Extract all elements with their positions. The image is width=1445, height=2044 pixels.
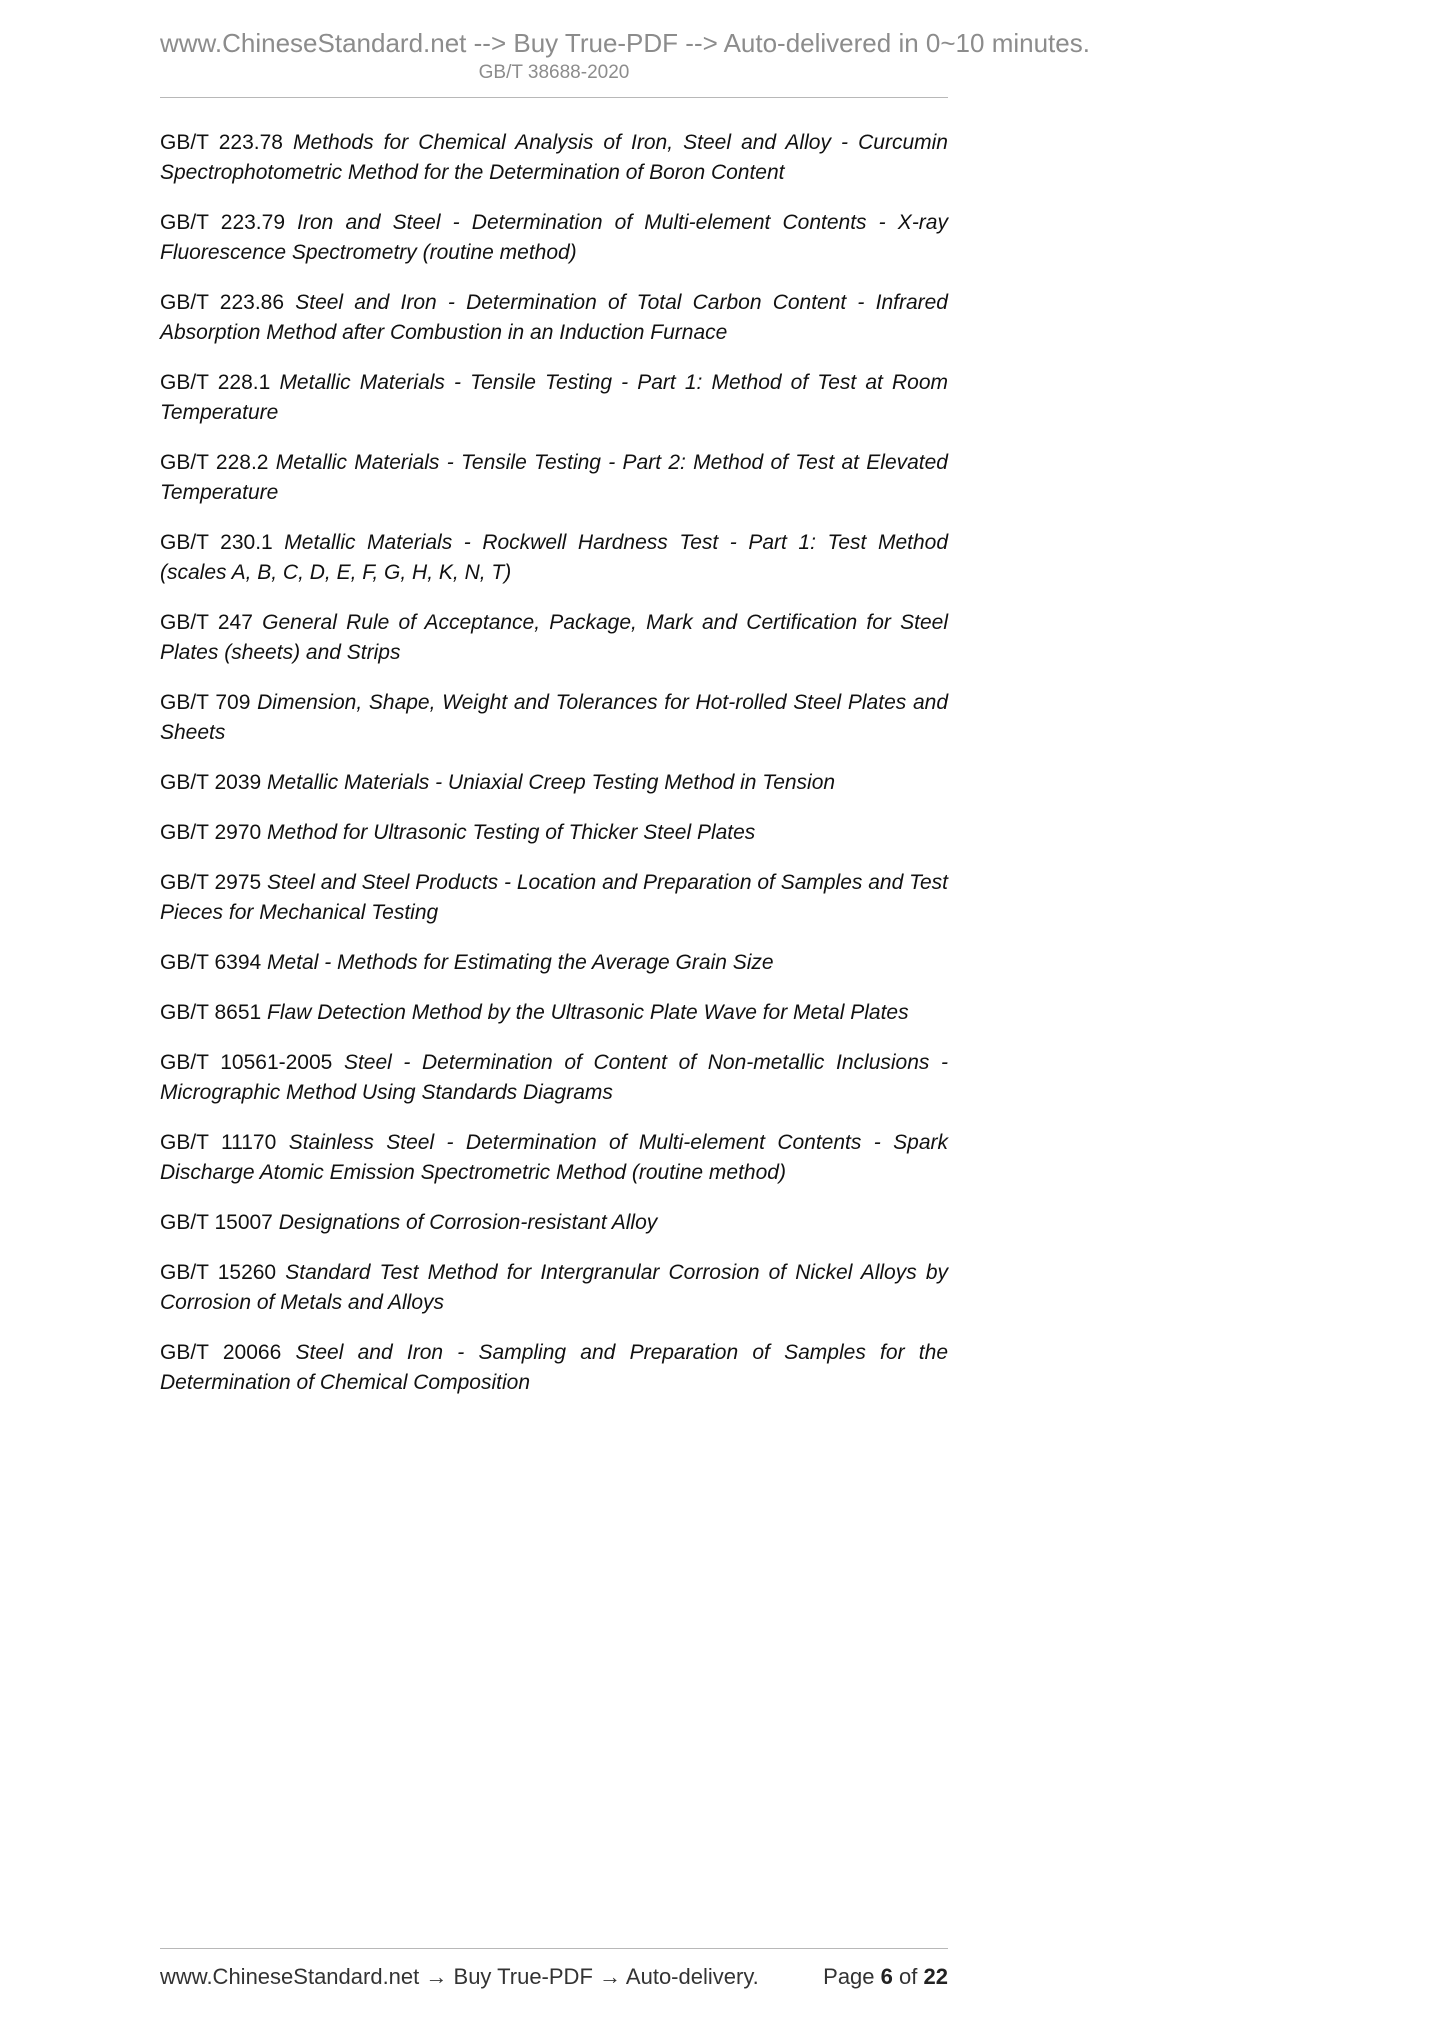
- footer-delivery-label: Auto-delivery.: [625, 1964, 759, 1989]
- reference-item: [160, 128, 948, 188]
- reference-code: GB/T 223.78: [160, 131, 283, 154]
- reference-item: [160, 688, 948, 748]
- reference-title: Methods for Chemical Analysis of Iron, Steel and Alloy - Curcumin Spectrophotometric Method for the Determination of Boron Content: [160, 131, 948, 184]
- reference-title: Method for Ultrasonic Testing of Thicker Steel Plates: [267, 821, 756, 844]
- page-of-label: of: [899, 1964, 918, 1989]
- reference-code: GB/T 223.79: [160, 211, 285, 234]
- arrow-right-icon: →: [599, 1964, 622, 1989]
- reference-code: GB/T 10561-2005: [160, 1051, 333, 1074]
- reference-code: GB/T 15260: [160, 1261, 277, 1284]
- page-header: [160, 0, 1090, 98]
- footer-delivery-info: [160, 1964, 759, 1990]
- reference-item: [160, 868, 948, 928]
- reference-title: Standard Test Method for Intergranular Corrosion of Nickel Alloys by Corrosion of Metals and Alloys: [160, 1261, 949, 1314]
- reference-title: Designations of Corrosion-resistant Alloy: [278, 1211, 658, 1234]
- reference-item: [160, 1208, 948, 1238]
- reference-code: GB/T 2039: [160, 771, 262, 794]
- arrow-right-icon: →: [425, 1964, 448, 1989]
- reference-title: Steel and Steel Products - Location and Preparation of Samples and Test Pieces for Mechanical Testing: [160, 871, 949, 924]
- reference-code: GB/T 8651: [160, 1001, 262, 1024]
- reference-item: [160, 368, 948, 428]
- reference-item: [160, 998, 948, 1028]
- reference-title: Steel - Determination of Content of Non-metallic Inclusions - Micrographic Method Using Standards Diagrams: [160, 1051, 948, 1104]
- footer-buy-label: Buy True-PDF: [453, 1964, 593, 1989]
- reference-title: Iron and Steel - Determination of Multi-element Contents - X-ray Fluorescence Spectrometry (routine method): [160, 211, 948, 264]
- reference-title: Metallic Materials - Rockwell Hardness Test - Part 1: Test Method (scales A, B, C, D, E, F, G, H, K, N, T): [160, 531, 948, 584]
- footer-divider: [160, 1948, 948, 1949]
- reference-title: Metallic Materials - Tensile Testing - Part 2: Method of Test at Elevated Temperature: [160, 451, 948, 504]
- reference-code: GB/T 6394: [160, 951, 262, 974]
- header-tagline: www.ChineseStandard.net --> Buy True-PDF --> Auto-delivered in 0~10 minutes.: [160, 28, 1090, 58]
- reference-title: Flaw Detection Method by the Ultrasonic Plate Wave for Metal Plates: [267, 1001, 909, 1024]
- reference-title: Metal - Methods for Estimating the Average Grain Size: [267, 951, 774, 974]
- reference-item: [160, 1258, 948, 1318]
- footer-line: [160, 1964, 948, 1990]
- reference-code: GB/T 247: [160, 611, 253, 634]
- reference-title: Metallic Materials - Uniaxial Creep Testing Method in Tension: [267, 771, 836, 794]
- reference-code: GB/T 15007: [160, 1211, 273, 1234]
- reference-code: GB/T 20066: [160, 1341, 282, 1364]
- reference-code: GB/T 230.1: [160, 531, 273, 554]
- reference-item: [160, 208, 948, 268]
- reference-item: [160, 1048, 948, 1108]
- reference-title: Stainless Steel - Determination of Multi-element Contents - Spark Discharge Atomic Emission Spectrometric Method (routine method): [160, 1131, 948, 1184]
- reference-title: Metallic Materials - Tensile Testing - Part 1: Method of Test at Room Temperature: [160, 371, 949, 424]
- content-column: [160, 0, 1090, 1418]
- page-current-number: 6: [880, 1964, 893, 1989]
- references-list: [160, 128, 948, 1398]
- reference-item: [160, 608, 948, 668]
- page-total-number: 22: [923, 1964, 948, 1989]
- reference-code: GB/T 223.86: [160, 291, 285, 314]
- reference-item: [160, 948, 948, 978]
- footer-site-link[interactable]: www.ChineseStandard.net: [160, 1964, 420, 1989]
- header-divider: [160, 97, 948, 98]
- reference-code: GB/T 709: [160, 691, 251, 714]
- reference-item: [160, 448, 948, 508]
- reference-item: [160, 1128, 948, 1188]
- page-label: Page: [823, 1964, 875, 1989]
- page-indicator: [823, 1964, 948, 1990]
- page-footer: [160, 1948, 948, 1990]
- reference-item: [160, 818, 948, 848]
- reference-code: GB/T 228.1: [160, 371, 271, 394]
- reference-code: GB/T 11170: [160, 1131, 277, 1154]
- reference-title: Dimension, Shape, Weight and Tolerances for Hot-rolled Steel Plates and Sheets: [160, 691, 949, 744]
- reference-title: Steel and Iron - Sampling and Preparation of Samples for the Determination of Chemical Composition: [160, 1341, 948, 1394]
- reference-item: [160, 528, 948, 588]
- reference-code: GB/T 228.2: [160, 451, 269, 474]
- header-doc-number: GB/T 38688-2020: [478, 62, 630, 83]
- reference-item: [160, 1338, 948, 1398]
- reference-code: GB/T 2975: [160, 871, 262, 894]
- reference-item: [160, 768, 948, 798]
- reference-title: Steel and Iron - Determination of Total Carbon Content - Infrared Absorption Method after Combustion in an Induction Furnace: [160, 291, 948, 344]
- reference-item: [160, 288, 948, 348]
- reference-code: GB/T 2970: [160, 821, 262, 844]
- reference-title: General Rule of Acceptance, Package, Mark and Certification for Steel Plates (sheets) and Strips: [160, 611, 948, 664]
